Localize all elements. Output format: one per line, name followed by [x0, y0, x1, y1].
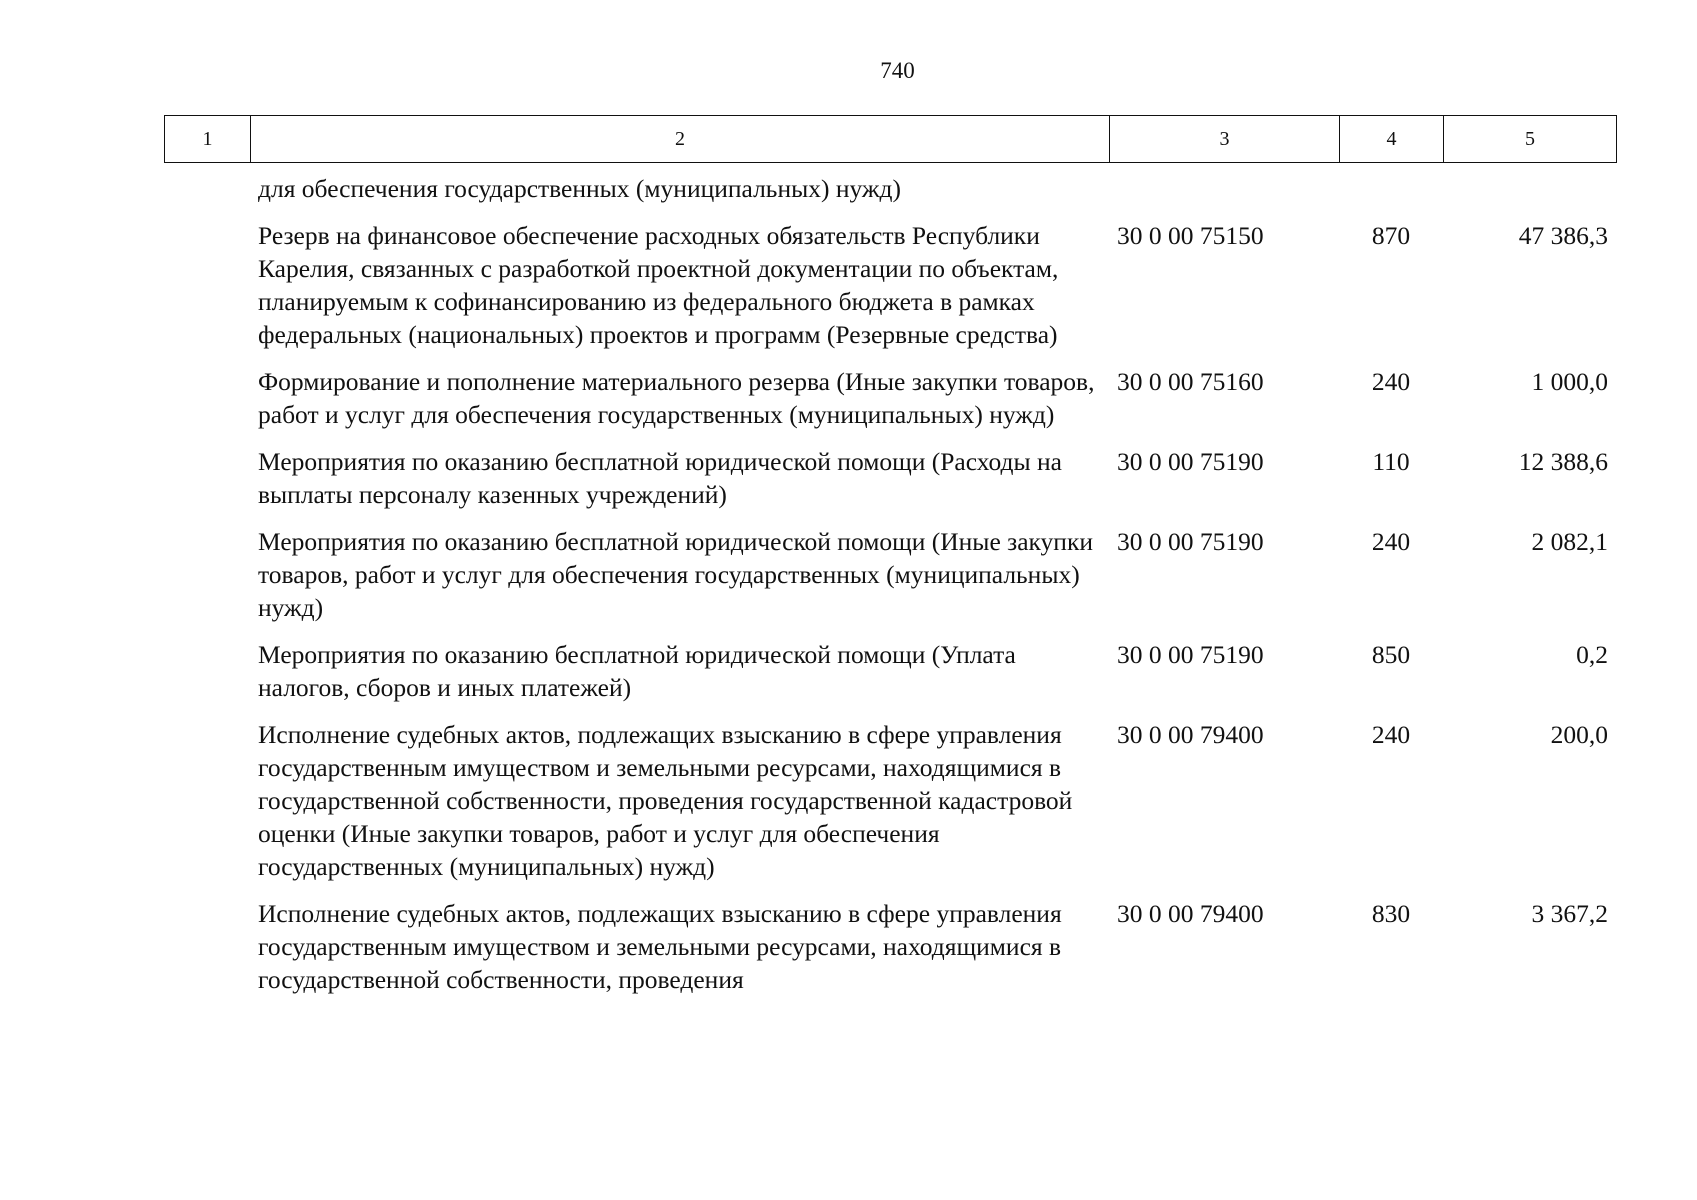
- expense-name: Мероприятия по оказанию бесплатной юридической помощи (Иные закупки товаров, работ и услуг для обеспечения государственных (муниципальных) нужд): [258, 527, 1093, 622]
- amount: 3 367,2: [1531, 899, 1608, 928]
- target-article-code: 30 0 00 79400: [1117, 720, 1264, 749]
- budget-table: [164, 172, 1616, 1010]
- expense-type-code: 240: [1371, 527, 1411, 556]
- expense-name: Резерв на финансовое обеспечение расходных обязательств Республики Карелия, связанных с разработкой проектной документации по объектам, планируемым к софинансированию из федерального бюджета в рамках федеральных (национальных) проектов и программ (Резервные средства): [258, 221, 1059, 349]
- amount: 47 386,3: [1518, 221, 1608, 250]
- amount: 0,2: [1576, 640, 1608, 669]
- column-number-2: 2: [251, 116, 1110, 163]
- page-number: 740: [880, 58, 915, 83]
- expense-name: Исполнение судебных актов, подлежащих взысканию в сфере управления государственным имуществом и земельными ресурсами, находящимися в государственной собственности, проведения государственной кадастровой оценки (Иные закупки товаров, работ и услуг для обеспечения государственных (муниципальных) нужд): [258, 720, 1073, 881]
- target-article-code: 30 0 00 75190: [1117, 447, 1264, 476]
- amount: 2 082,1: [1531, 527, 1608, 556]
- table-row: [164, 445, 1616, 525]
- target-article-code: 30 0 00 75190: [1117, 527, 1264, 556]
- continuation-text: для обеспечения государственных (муниципальных) нужд): [258, 174, 901, 203]
- column-number-4: 4: [1340, 116, 1444, 163]
- target-article-code: 30 0 00 75190: [1117, 640, 1264, 669]
- expense-type-code: 850: [1371, 640, 1411, 669]
- expense-type-code: 240: [1371, 720, 1411, 749]
- expense-type-code: 830: [1371, 899, 1411, 928]
- amount: 200,0: [1550, 720, 1608, 749]
- column-number-row: [165, 116, 1617, 163]
- amount: 12 388,6: [1518, 447, 1608, 476]
- target-article-code: 30 0 00 79400: [1117, 899, 1264, 928]
- target-article-code: 30 0 00 75160: [1117, 367, 1264, 396]
- expense-type-code: 240: [1371, 367, 1411, 396]
- expense-name: Мероприятия по оказанию бесплатной юридической помощи (Расходы на выплаты персоналу казенных учреждений): [258, 447, 1062, 509]
- expense-name: Исполнение судебных актов, подлежащих взысканию в сфере управления государственным имуществом и земельными ресурсами, находящимися в государственной собственности, проведения: [258, 899, 1062, 994]
- expense-type-code: 870: [1371, 221, 1411, 250]
- table-row: [164, 219, 1616, 365]
- column-number-1: 1: [165, 116, 251, 163]
- expense-type-code: 110: [1372, 447, 1410, 476]
- amount: 1 000,0: [1531, 367, 1608, 396]
- continuation-row: [164, 172, 1616, 219]
- table-row: [164, 525, 1616, 638]
- table-row: [164, 365, 1616, 445]
- expense-name: Формирование и пополнение материального резерва (Иные закупки товаров, работ и услуг для обеспечения государственных (муниципальных) нужд): [258, 367, 1095, 429]
- target-article-code: 30 0 00 75150: [1117, 221, 1264, 250]
- column-header-table: [164, 115, 1617, 163]
- table-row: [164, 718, 1616, 897]
- table-row: [164, 638, 1616, 718]
- table-row: [164, 897, 1616, 1010]
- column-number-3: 3: [1110, 116, 1340, 163]
- column-number-5: 5: [1444, 116, 1617, 163]
- expense-name: Мероприятия по оказанию бесплатной юридической помощи (Уплата налогов, сборов и иных платежей): [258, 640, 1016, 702]
